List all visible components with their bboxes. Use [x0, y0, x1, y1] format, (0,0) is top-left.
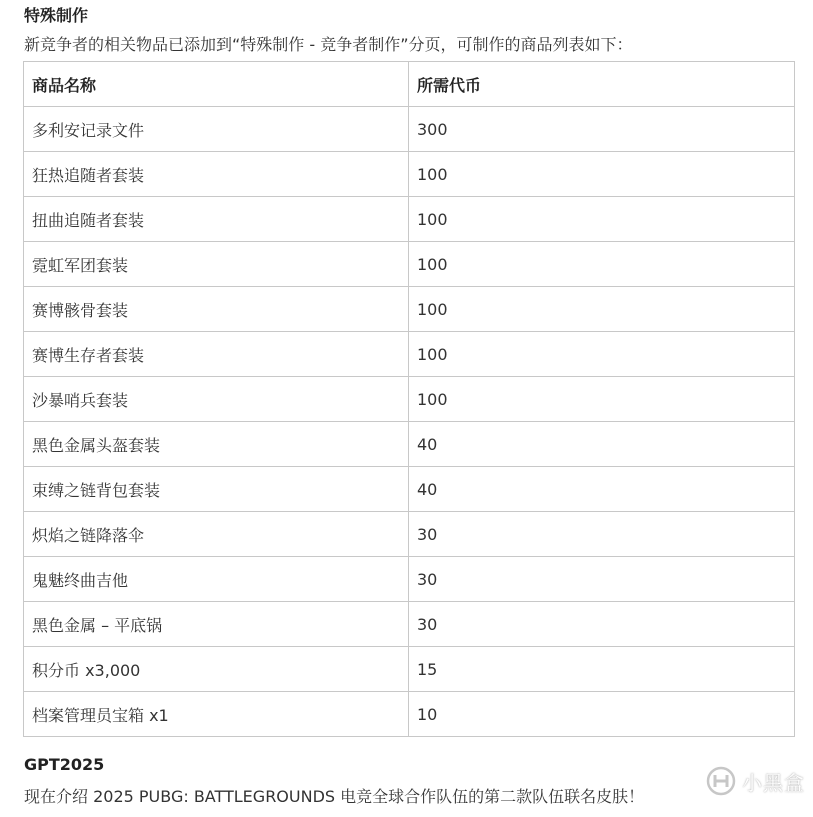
token-cost-cell: 40 — [409, 422, 795, 467]
table-row — [24, 512, 795, 557]
item-name-cell: 炽焰之链降落伞 — [24, 512, 409, 557]
column-header-item-name: 商品名称 — [24, 62, 409, 107]
heybox-logo-icon — [706, 766, 736, 796]
next-section-text: 现在介绍 2025 PUBG: BATTLEGROUNDS 电竞全球合作队伍的第二款队伍联名皮肤！ — [24, 787, 645, 806]
token-cost-cell: 100 — [409, 332, 795, 377]
token-cost-cell: 30 — [409, 602, 795, 647]
item-name-cell: 档案管理员宝箱 x1 — [24, 692, 409, 737]
table-row — [24, 422, 795, 467]
watermark-text: 小黑盒 — [742, 770, 805, 795]
item-name-cell: 鬼魅终曲吉他 — [24, 557, 409, 602]
token-cost-cell: 100 — [409, 242, 795, 287]
column-header-token-cost: 所需代币 — [409, 62, 795, 107]
token-cost-cell: 100 — [409, 377, 795, 422]
table-header-row — [24, 62, 795, 107]
item-name-cell: 多利安记录文件 — [24, 107, 409, 152]
section-intro: 新竞争者的相关物品已添加到“特殊制作 - 竞争者制作”分页，可制作的商品列表如下： — [24, 35, 633, 54]
item-name-cell: 扭曲追随者套装 — [24, 197, 409, 242]
item-name-cell: 黑色金属头盔套装 — [24, 422, 409, 467]
table-row — [24, 107, 795, 152]
table-row — [24, 602, 795, 647]
item-name-cell: 黑色金属 – 平底锅 — [24, 602, 409, 647]
table-body — [24, 107, 795, 737]
item-name-cell: 霓虹军团套装 — [24, 242, 409, 287]
table-row — [24, 197, 795, 242]
token-cost-cell: 100 — [409, 287, 795, 332]
token-cost-cell: 15 — [409, 647, 795, 692]
next-section-title: GPT2025 — [24, 755, 105, 774]
section-title: 特殊制作 — [24, 6, 89, 25]
table-row — [24, 377, 795, 422]
token-cost-cell: 100 — [409, 152, 795, 197]
item-name-cell: 狂热追随者套装 — [24, 152, 409, 197]
site-watermark — [706, 766, 805, 796]
table-row — [24, 242, 795, 287]
table-row — [24, 152, 795, 197]
table-row — [24, 467, 795, 512]
item-name-cell: 赛博骸骨套装 — [24, 287, 409, 332]
item-name-cell: 赛博生存者套装 — [24, 332, 409, 377]
table-row — [24, 692, 795, 737]
token-cost-cell: 100 — [409, 197, 795, 242]
token-cost-cell: 30 — [409, 557, 795, 602]
item-name-cell: 束缚之链背包套装 — [24, 467, 409, 512]
item-name-cell: 沙暴哨兵套装 — [24, 377, 409, 422]
token-cost-cell: 40 — [409, 467, 795, 512]
item-name-cell: 积分币 x3,000 — [24, 647, 409, 692]
table-row — [24, 332, 795, 377]
token-cost-cell: 30 — [409, 512, 795, 557]
token-cost-cell: 300 — [409, 107, 795, 152]
token-cost-cell: 10 — [409, 692, 795, 737]
table-row — [24, 287, 795, 332]
crafting-items-table — [23, 61, 795, 737]
table-row — [24, 647, 795, 692]
table-row — [24, 557, 795, 602]
